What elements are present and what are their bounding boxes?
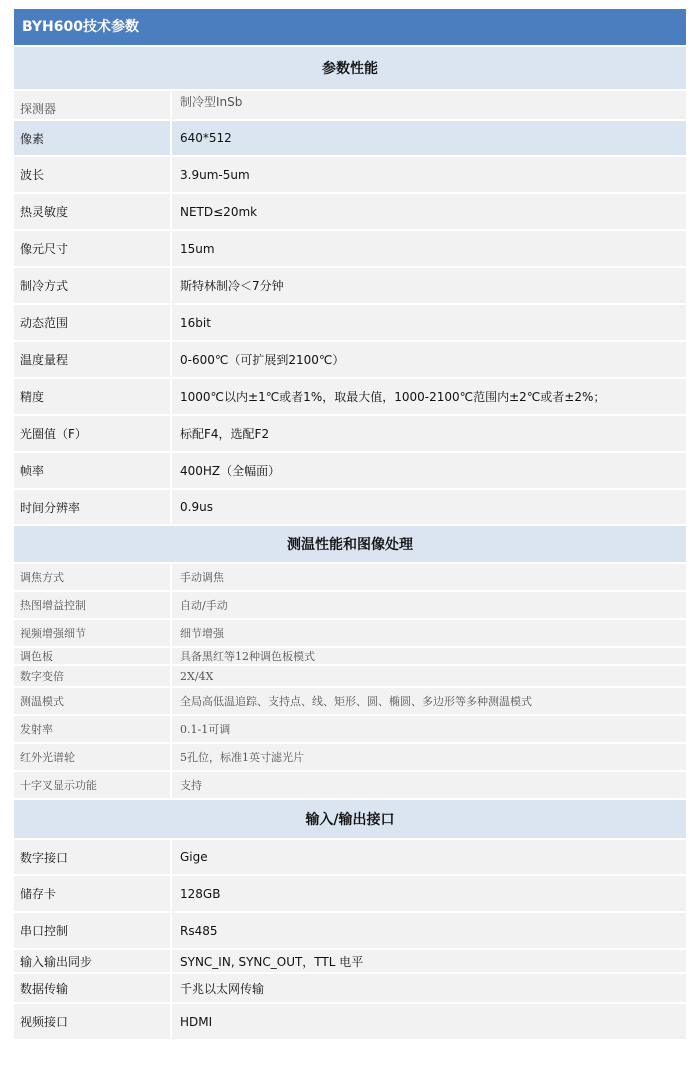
row-label: 输入输出同步 <box>14 950 172 972</box>
table-row <box>14 714 686 742</box>
row-label: 串口控制 <box>14 913 172 948</box>
table-row <box>14 488 686 524</box>
row-value: 自动/手动 <box>180 599 228 612</box>
row-value: Rs485 <box>180 923 218 938</box>
section-heading-performance: 参数性能 <box>14 45 686 89</box>
table-row <box>14 119 686 155</box>
table-row <box>14 874 686 911</box>
table-row <box>14 838 686 874</box>
row-value: 0.1-1可调 <box>180 723 231 736</box>
row-label: 时间分辨率 <box>14 490 172 524</box>
row-label: 视频接口 <box>14 1004 172 1039</box>
row-label: 制冷方式 <box>14 268 172 303</box>
row-label: 数字接口 <box>14 840 172 874</box>
table-row <box>14 414 686 451</box>
row-label: 调色板 <box>14 648 172 664</box>
table-row <box>14 451 686 488</box>
section-heading-io: 输入/输出接口 <box>14 798 686 838</box>
row-label: 像元尺寸 <box>14 231 172 266</box>
table-row <box>14 229 686 266</box>
row-label: 波长 <box>14 157 172 192</box>
row-value: Gige <box>180 850 208 864</box>
row-value: 400HZ（全幅面） <box>180 464 281 478</box>
row-label: 测温模式 <box>14 688 172 714</box>
row-value: 具备黑红等12种调色板模式 <box>180 650 315 663</box>
table-row <box>14 972 686 1002</box>
table-row <box>14 664 686 686</box>
spec-sheet <box>14 9 686 1039</box>
table-row <box>14 192 686 229</box>
row-value: 0.9us <box>180 500 213 514</box>
row-value: SYNC_IN, SYNC_OUT，TTL 电平 <box>180 954 364 969</box>
table-row <box>14 377 686 414</box>
row-value: 3.9um-5um <box>180 167 250 182</box>
row-value: 手动调焦 <box>180 571 224 584</box>
table-row <box>14 742 686 770</box>
document-title: BYH600技术参数 <box>14 9 686 45</box>
row-label: 储存卡 <box>14 876 172 911</box>
row-value: 支持 <box>180 779 202 792</box>
row-label: 发射率 <box>14 716 172 742</box>
row-label: 动态范围 <box>14 305 172 340</box>
table-row <box>14 89 686 119</box>
row-label: 红外光谱轮 <box>14 744 172 770</box>
row-label: 探测器 <box>14 91 172 119</box>
row-value: 制冷型InSb <box>180 95 243 109</box>
row-value: 128GB <box>180 886 221 901</box>
row-label: 光圈值（F） <box>14 416 172 451</box>
table-row <box>14 618 686 646</box>
row-label: 调焦方式 <box>14 564 172 590</box>
row-value: NETD≤20mk <box>180 204 258 219</box>
row-value: 细节增强 <box>180 627 224 640</box>
row-value: 16bit <box>180 315 211 330</box>
row-value: 斯特林制冷＜7分钟 <box>180 279 284 293</box>
row-label: 视频增强细节 <box>14 620 172 646</box>
row-value: 15um <box>180 241 215 256</box>
table-row <box>14 266 686 303</box>
row-label: 热图增益控制 <box>14 592 172 618</box>
row-value: 5孔位，标准1英寸滤光片 <box>180 751 304 764</box>
row-label: 数字变倍 <box>14 666 172 686</box>
table-row <box>14 646 686 664</box>
row-label: 数据传输 <box>14 974 172 1002</box>
row-label: 十字叉显示功能 <box>14 772 172 798</box>
table-row <box>14 340 686 377</box>
row-label: 热灵敏度 <box>14 194 172 229</box>
row-label: 像素 <box>14 121 172 155</box>
table-row <box>14 155 686 192</box>
table-row <box>14 948 686 972</box>
row-label: 温度量程 <box>14 342 172 377</box>
table-row <box>14 911 686 948</box>
row-value: 1000℃以内±1℃或者1%，取最大值，1000-2100℃范围内±2℃或者±2%； <box>180 390 606 404</box>
row-value: HDMI <box>180 1014 213 1029</box>
section-heading-measurement: 测温性能和图像处理 <box>14 524 686 562</box>
row-label: 精度 <box>14 379 172 414</box>
table-row <box>14 1002 686 1039</box>
row-label: 帧率 <box>14 453 172 488</box>
row-value: 标配F4，选配F2 <box>180 427 270 441</box>
row-value: 全局高低温追踪、支持点、线、矩形、圆、椭圆、多边形等多种测温模式 <box>180 695 532 708</box>
row-value: 640*512 <box>180 131 232 145</box>
table-row <box>14 590 686 618</box>
table-row <box>14 562 686 590</box>
table-row <box>14 303 686 340</box>
row-value: 0-600℃（可扩展到2100℃） <box>180 353 345 367</box>
row-value: 千兆以太网传输 <box>180 981 265 996</box>
row-value: 2X/4X <box>180 669 214 683</box>
table-row <box>14 686 686 714</box>
table-row <box>14 770 686 798</box>
